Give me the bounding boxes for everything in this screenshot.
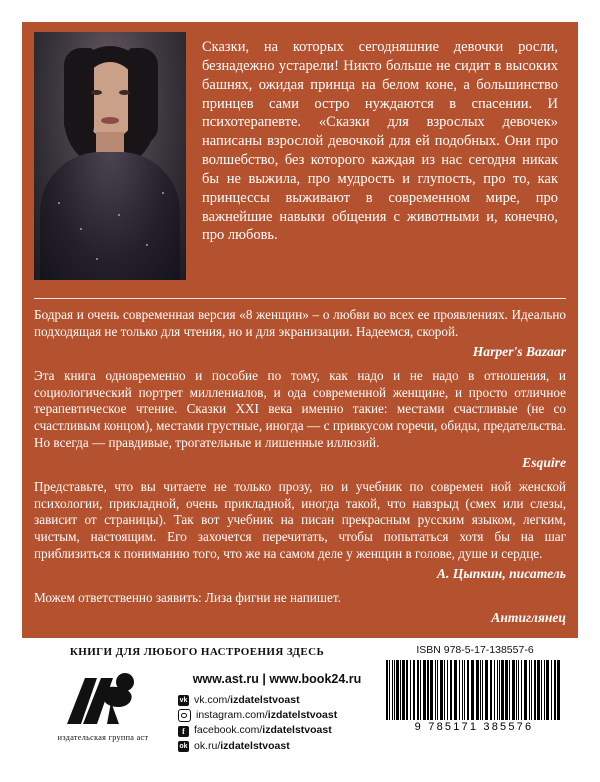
sequin-sparkle — [146, 244, 148, 246]
isbn-text: ISBN 978-5-17-138557-6 — [416, 644, 534, 656]
social-link-odnoklassniki[interactable] — [178, 739, 382, 754]
barcode-bars — [386, 660, 562, 720]
reviews-section — [34, 298, 566, 634]
review-text: Представьте, что вы читаете не только прозу, но и учебник по современ ной женской психологии, прикладной, очень прикладной, иногда такой, что навзрыд (смех или слезы, зависит от страницы). Так вот учебник на писан прекрасным русским языком, легким, чистым, настоящим. Его захочется перечитать, чтобы попытаться хотя бы на шаг приблизиться к пониманию того, что же на самом деле у женщин в голове, душе и сердце. — [34, 478, 566, 561]
divider — [34, 298, 566, 299]
social-link-vk[interactable] — [178, 693, 382, 708]
publisher-name: издательская группа аст — [57, 733, 149, 742]
social-handle-instagram: instagram.com/izdatelstvoast — [196, 709, 338, 722]
review-item — [34, 590, 566, 626]
sequin-sparkle — [58, 202, 60, 204]
facebook-icon: f — [178, 726, 189, 737]
vk-icon: vk — [179, 697, 188, 705]
portrait-hair-right — [128, 48, 158, 144]
sequin-sparkle — [162, 192, 164, 194]
social-links — [172, 693, 382, 754]
social-link-facebook[interactable] — [178, 723, 382, 738]
review-item — [34, 307, 566, 360]
portrait-shoulders — [40, 152, 180, 280]
review-text: Эта книга одновременно и пособие по тому, как надо и не надо в отношения, и социологический портрет миллениалов, и ода современной женщине, и просто отличное терапевтическое чтение. Сказки XXI века именно такие: местами счастливые (не со счастливым концом), местами грустные, иногда — с привкусом горечи, обиды, предательства. Но всегда — правдивые, трогательные и лишенные иллюзий. — [34, 367, 566, 450]
review-text: Бодрая и очень современная версия «8 женщин» – о любви во всех ее проявлениях. Идеально подходящая не только для чтения, но и для экранизации. Надеемся, скорой. — [34, 307, 566, 339]
websites-block — [172, 672, 382, 754]
cover-panel — [22, 22, 578, 760]
top-block — [22, 22, 578, 290]
review-author: Антиглянец — [491, 609, 566, 625]
review-author: А. Цыпкин, писатель — [436, 565, 566, 581]
review-item — [34, 368, 566, 471]
sequin-sparkle — [118, 214, 120, 216]
social-link-instagram[interactable] — [178, 708, 382, 723]
review-item — [34, 479, 566, 582]
portrait-eye-left — [91, 90, 102, 95]
review-text: Можем ответственно заявить: Лиза фигни не напишет. — [34, 589, 341, 605]
review-author: Harper's Bazaar — [472, 343, 566, 359]
sequin-sparkle — [96, 258, 98, 260]
annotation-text: Сказки, на которых сегодняшние девочки росли, безнадежно устарели! Никто больше не сидит в высоких башнях, ожидая принца на белом коне, а большинство принцев сами остро нуждаются в спасении. И психотерапевте. «Сказки для взрослых девочек» написаны взрослой девочкой для ей подобных. Они про волшебство, без которого каждая из нас сегодня никак бы не выжила, про мудрость и глупость, про то, как принцессы выживают в современном мире, про важнейшие навыки общения с животными и, конечно, про любовь. — [202, 39, 558, 244]
website-links[interactable]: www.ast.ru | www.book24.ru — [192, 672, 362, 686]
portrait-eye-right — [119, 90, 130, 95]
book-annotation — [186, 22, 578, 290]
barcode — [386, 660, 562, 733]
ast-logo-svg — [57, 668, 149, 730]
social-handle-facebook: facebook.com/izdatelstvoast — [194, 724, 332, 737]
social-handle-odnoklassniki: ok.ru/izdatelstvoast — [194, 739, 290, 752]
portrait-lips — [101, 117, 119, 124]
portrait-hair-left — [64, 48, 94, 140]
barcode-digits: 9 785171 385576 — [414, 721, 534, 733]
social-handle-vk: vk.com/izdatelstvoast — [194, 694, 300, 706]
sequin-sparkle — [80, 228, 82, 230]
review-author: Esquire — [522, 454, 566, 470]
footer-tagline: КНИГИ ДЛЯ ЛЮБОГО НАСТРОЕНИЯ ЗДЕСЬ — [69, 646, 325, 658]
odnoklassniki-icon: ok — [179, 742, 188, 750]
ast-logo-icon — [57, 668, 149, 730]
instagram-icon — [178, 709, 191, 722]
isbn-block — [386, 644, 564, 733]
footer — [22, 638, 578, 760]
publisher-logo — [48, 668, 158, 742]
author-portrait — [34, 32, 186, 280]
